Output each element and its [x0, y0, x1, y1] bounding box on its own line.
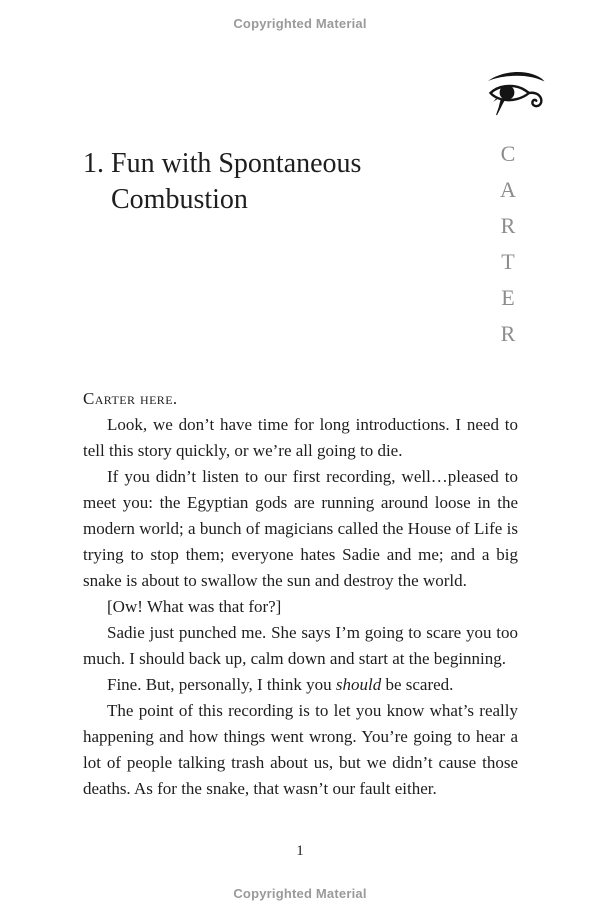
copyright-notice-top: Copyrighted Material: [233, 16, 367, 31]
emphasized-text: should: [335, 675, 382, 694]
text-segment: The point of this recording is to let you know what’s really happening and how things went wrong. You’re going to hear a lot of people talking trash about us, but we didn’t cause those deaths. As for the snake, that wasn’t our fault either.: [83, 701, 518, 798]
body-text: [83, 386, 518, 802]
narrator-letter: T: [501, 249, 515, 274]
paragraph: [83, 672, 518, 698]
chapter-title-line2: Combustion: [111, 184, 248, 215]
text-segment: [Ow! What was that for?]: [107, 597, 282, 616]
narrator-letter: A: [500, 177, 516, 202]
chapter-heading: [83, 146, 361, 218]
text-segment: Look, we don’t have time for long introductions. I need to tell this story quickly, or we’re all going to die.: [83, 415, 518, 460]
paragraph: [83, 386, 518, 412]
text-segment: If you didn’t listen to our first recording, well…pleased to meet you: the Egyptian gods are running around loose in the modern world; a bunch of magicians called the House of Life is trying to stop them; everyone hates Sadie and me; and a big snake is about to swallow the sun and destroy the world.: [83, 467, 518, 590]
paragraph: [83, 698, 518, 802]
narrator-letter: R: [500, 321, 516, 346]
text-segment: Carter here.: [83, 389, 178, 408]
narrator-letter: R: [500, 213, 516, 238]
paragraph: [83, 464, 518, 594]
chapter-title: [111, 146, 361, 218]
text-segment: Sadie just punched me. She says I’m going to scare you too much. I should back up, calm down and start at the beginning.: [83, 623, 518, 668]
narrator-letter: C: [500, 141, 516, 166]
narrator-letter: E: [501, 285, 515, 310]
paragraph: [83, 594, 518, 620]
copyright-notice-bottom: Copyrighted Material: [233, 886, 367, 901]
paragraph: [83, 412, 518, 464]
text-segment: be scared.: [381, 675, 454, 694]
chapter-number: 1.: [83, 148, 104, 179]
page-number: 1: [296, 843, 304, 859]
narrator-vertical-label: [496, 136, 520, 352]
eye-of-horus-icon: [486, 70, 546, 116]
chapter-title-line1: Fun with Spontaneous: [111, 148, 362, 179]
text-segment: Fine. But, personally, I think you: [107, 675, 336, 694]
paragraph: [83, 620, 518, 672]
